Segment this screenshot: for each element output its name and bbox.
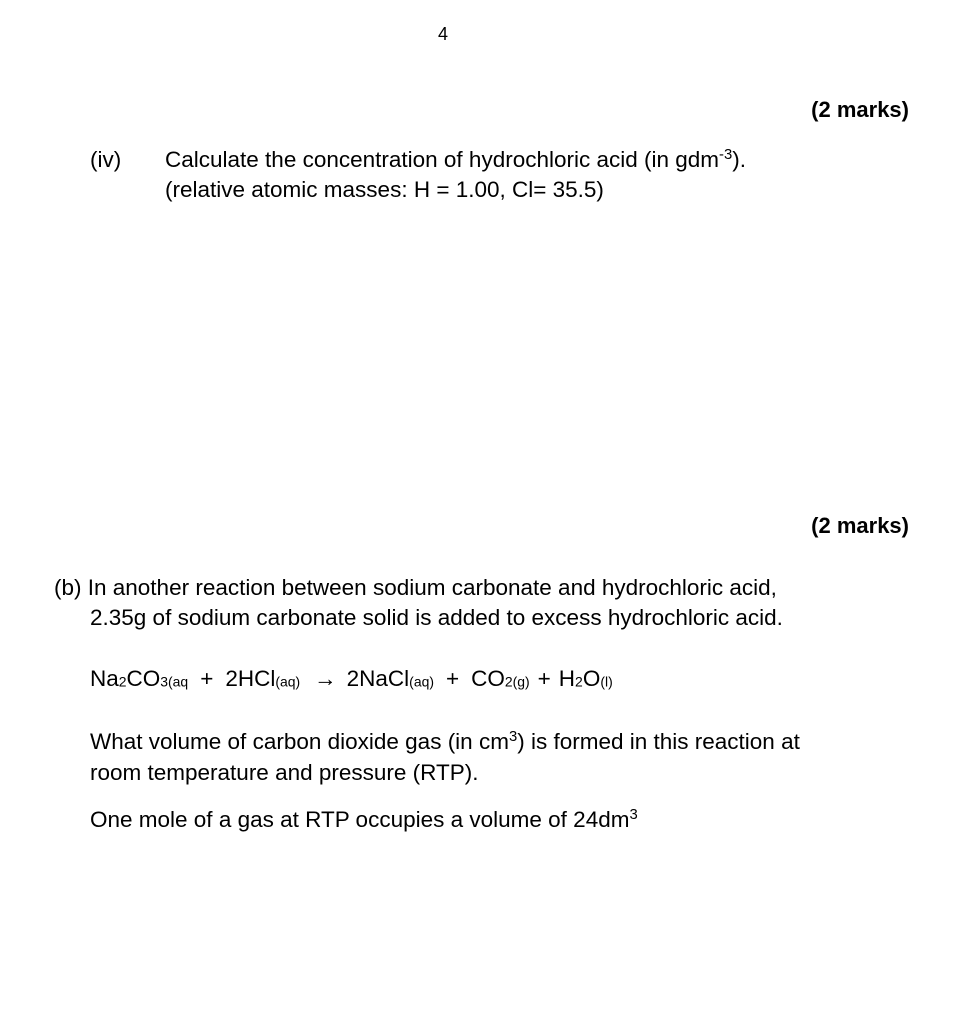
eq-hcl-sub: (aq)	[275, 673, 301, 690]
question-iv-label: (iv)	[90, 147, 122, 172]
reaction-arrow-icon: →	[314, 666, 337, 691]
question-iv-line1-end: ).	[732, 147, 746, 172]
eq-h2-sub: 2	[575, 673, 583, 690]
question-iv-line1	[165, 145, 746, 175]
eq-plus-3: +	[537, 666, 551, 691]
eq-nacl: 2NaCl	[346, 666, 410, 691]
eq-na: Na	[90, 666, 119, 691]
volume-question-line1-b: ) is formed in this reaction at	[517, 729, 800, 754]
eq-na-sub: 2	[118, 673, 127, 690]
question-iv-line1-sup: -3	[719, 146, 733, 163]
eq-plus-1: +	[200, 666, 214, 691]
eq-nacl-sub: (aq)	[409, 673, 434, 690]
volume-question-sup: 3	[508, 728, 518, 745]
eq-co: CO	[126, 666, 161, 691]
eq-co2: CO	[471, 666, 505, 691]
volume-question-line1-a: What volume of carbon dioxide gas (in cm	[90, 729, 509, 754]
eq-co3-sub: 3(aq	[160, 673, 189, 690]
eq-h2o-sub: (l)	[600, 673, 613, 690]
rtp-note-sup: 3	[629, 806, 638, 823]
volume-question-line2: room temperature and pressure (RTP).	[90, 760, 479, 785]
question-iv-line2: (relative atomic masses: H = 1.00, Cl= 35.5)	[165, 177, 604, 202]
part-b-line1: (b) In another reaction between sodium carbonate and hydrochloric acid,	[54, 575, 777, 600]
question-iv-line1-text: Calculate the concentration of hydrochloric acid (in gdm	[165, 147, 720, 172]
marks-label-2: (2 marks)	[811, 513, 909, 538]
chemical-equation	[90, 664, 613, 697]
eq-hcl: 2HCl	[225, 666, 276, 691]
rtp-note	[90, 805, 638, 835]
eq-co2-sub: 2(g)	[504, 673, 530, 690]
eq-h: H	[558, 666, 576, 691]
eq-o: O	[582, 666, 601, 691]
rtp-note-text: One mole of a gas at RTP occupies a volume of 24dm	[90, 807, 630, 832]
page-number: 4	[438, 24, 449, 44]
volume-question-line1	[90, 727, 800, 757]
eq-plus-2: +	[445, 666, 460, 691]
part-b-line2: 2.35g of sodium carbonate solid is added to excess hydrochloric acid.	[90, 605, 783, 630]
marks-label-1: (2 marks)	[811, 97, 909, 122]
